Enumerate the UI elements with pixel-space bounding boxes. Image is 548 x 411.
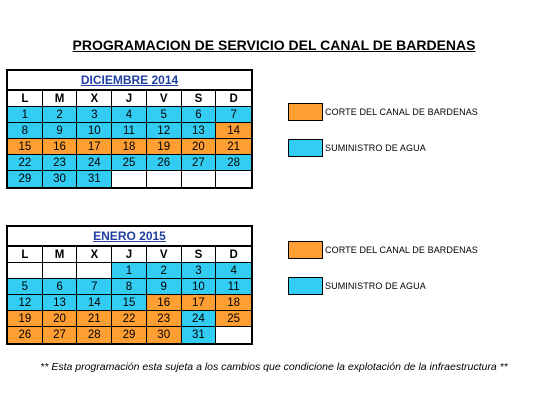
day-cell: 16: [43, 139, 78, 155]
day-cell: 17: [182, 295, 217, 311]
day-cell: 29: [112, 327, 147, 343]
weekday-header: D: [216, 91, 251, 107]
empty-cell: [8, 263, 43, 279]
legend-corte: [288, 103, 478, 121]
day-cell: 23: [43, 155, 78, 171]
day-cell: 27: [182, 155, 217, 171]
weekday-header: L: [8, 247, 43, 263]
day-cell: 30: [43, 171, 78, 187]
empty-cell: [43, 263, 78, 279]
day-cell: 13: [182, 123, 217, 139]
day-cell: 28: [216, 155, 251, 171]
weekday-header: S: [182, 247, 217, 263]
weekday-header: X: [77, 247, 112, 263]
day-cell: 17: [77, 139, 112, 155]
day-cell: 2: [147, 263, 182, 279]
empty-cell: [77, 263, 112, 279]
day-cell: 12: [147, 123, 182, 139]
legend-swatch-blue: [288, 277, 323, 295]
day-cell: 22: [112, 311, 147, 327]
day-cell: 1: [8, 107, 43, 123]
empty-cell: [147, 171, 182, 187]
day-cell: 4: [112, 107, 147, 123]
day-cell: 18: [112, 139, 147, 155]
day-cell: 6: [43, 279, 78, 295]
day-cell: 9: [43, 123, 78, 139]
legend-swatch-orange: [288, 103, 323, 121]
day-cell: 28: [77, 327, 112, 343]
day-cell: 11: [216, 279, 251, 295]
day-cell: 24: [77, 155, 112, 171]
day-cell: 16: [147, 295, 182, 311]
day-cell: 15: [112, 295, 147, 311]
page-title: PROGRAMACION DE SERVICIO DEL CANAL DE BARDENAS: [72, 37, 476, 53]
day-cell: 6: [182, 107, 217, 123]
day-cell: 18: [216, 295, 251, 311]
day-cell: 5: [147, 107, 182, 123]
calendar-december-2014: [6, 69, 253, 189]
legend-label: CORTE DEL CANAL DE BARDENAS: [325, 107, 478, 117]
day-cell: 26: [147, 155, 182, 171]
weekday-header: L: [8, 91, 43, 107]
empty-cell: [216, 171, 251, 187]
day-cell: 19: [147, 139, 182, 155]
calendar-grid: [8, 91, 251, 187]
weekday-header: D: [216, 247, 251, 263]
weekday-header: M: [43, 247, 78, 263]
day-cell: 1: [112, 263, 147, 279]
disclaimer-note: ** Esta programación esta sujeta a los cambios que condicione la explotación de la infraestructura **: [40, 361, 508, 373]
weekday-header: S: [182, 91, 217, 107]
day-cell: 3: [182, 263, 217, 279]
weekday-header: M: [43, 91, 78, 107]
day-cell: 22: [8, 155, 43, 171]
calendar-january-2015: [6, 225, 253, 345]
day-cell: 23: [147, 311, 182, 327]
day-cell: 14: [77, 295, 112, 311]
empty-cell: [112, 171, 147, 187]
day-cell: 9: [147, 279, 182, 295]
day-cell: 2: [43, 107, 78, 123]
day-cell: 26: [8, 327, 43, 343]
weekday-header: V: [147, 91, 182, 107]
day-cell: 31: [182, 327, 217, 343]
legend-label: CORTE DEL CANAL DE BARDENAS: [325, 245, 478, 255]
legend-corte: [288, 241, 478, 259]
day-cell: 25: [216, 311, 251, 327]
day-cell: 31: [77, 171, 112, 187]
legend-suministro: [288, 277, 426, 295]
day-cell: 7: [77, 279, 112, 295]
day-cell: 19: [8, 311, 43, 327]
day-cell: 25: [112, 155, 147, 171]
calendar-grid: [8, 247, 251, 343]
weekday-header: J: [112, 247, 147, 263]
legend-suministro: [288, 139, 426, 157]
calendar-header: [8, 71, 251, 91]
month-title: ENERO 2015: [93, 229, 166, 243]
day-cell: 20: [43, 311, 78, 327]
month-title: DICIEMBRE 2014: [80, 73, 179, 87]
day-cell: 8: [8, 123, 43, 139]
legend-swatch-orange: [288, 241, 323, 259]
day-cell: 8: [112, 279, 147, 295]
day-cell: 12: [8, 295, 43, 311]
weekday-header: X: [77, 91, 112, 107]
calendar-header: [8, 227, 251, 247]
day-cell: 20: [182, 139, 217, 155]
day-cell: 4: [216, 263, 251, 279]
day-cell: 10: [77, 123, 112, 139]
day-cell: 5: [8, 279, 43, 295]
day-cell: 3: [77, 107, 112, 123]
day-cell: 14: [216, 123, 251, 139]
weekday-header: V: [147, 247, 182, 263]
legend-swatch-blue: [288, 139, 323, 157]
day-cell: 30: [147, 327, 182, 343]
day-cell: 27: [43, 327, 78, 343]
legend-label: SUMINISTRO DE AGUA: [325, 143, 426, 153]
day-cell: 11: [112, 123, 147, 139]
legend-label: SUMINISTRO DE AGUA: [325, 281, 426, 291]
empty-cell: [182, 171, 217, 187]
empty-cell: [216, 327, 251, 343]
day-cell: 24: [182, 311, 217, 327]
weekday-header: J: [112, 91, 147, 107]
day-cell: 13: [43, 295, 78, 311]
day-cell: 21: [77, 311, 112, 327]
day-cell: 21: [216, 139, 251, 155]
day-cell: 7: [216, 107, 251, 123]
day-cell: 15: [8, 139, 43, 155]
day-cell: 29: [8, 171, 43, 187]
day-cell: 10: [182, 279, 217, 295]
